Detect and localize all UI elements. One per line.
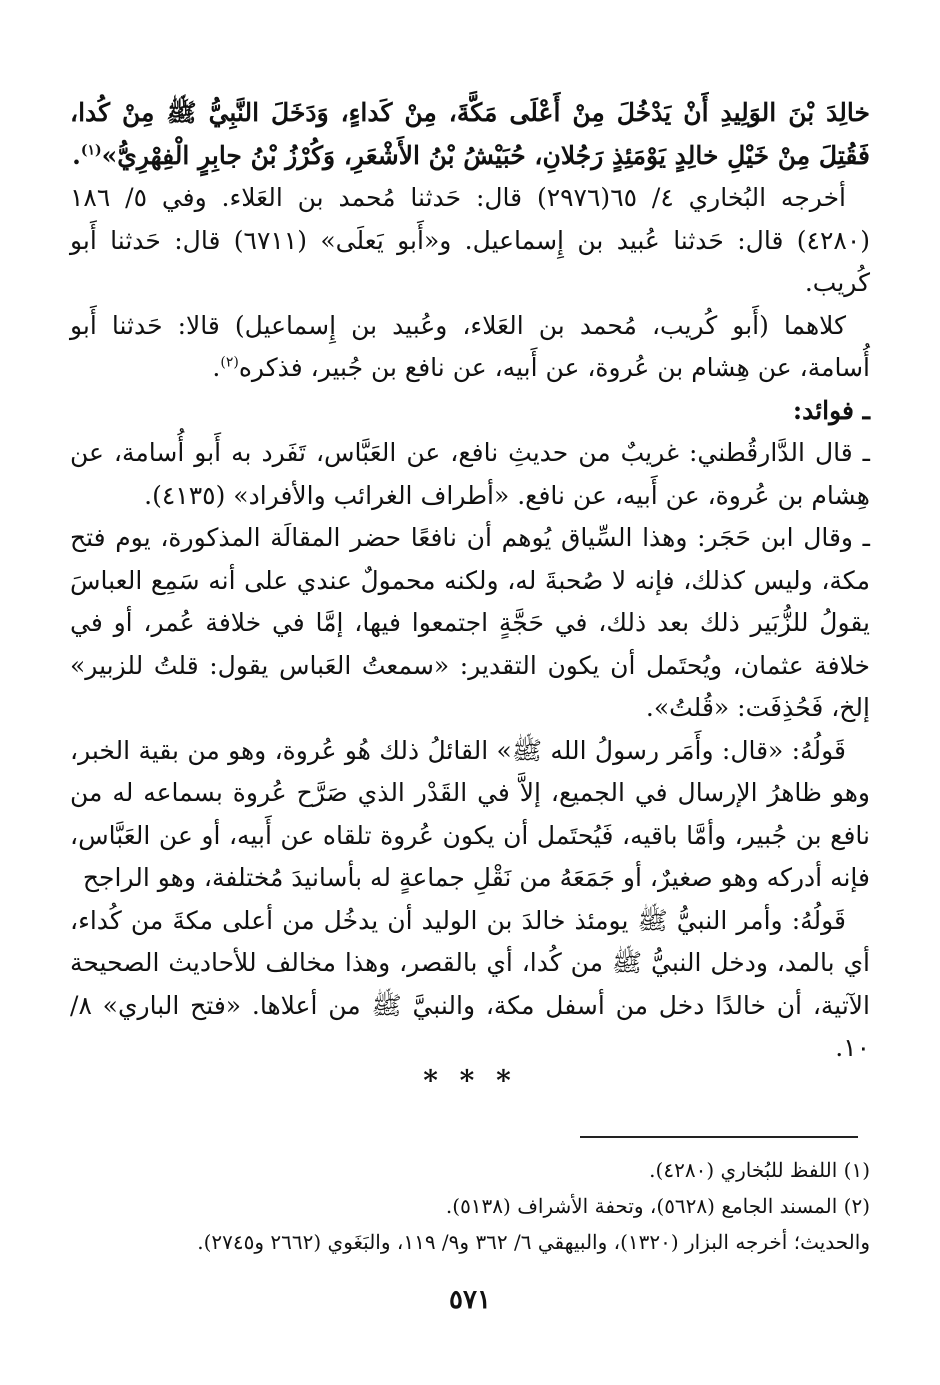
takhrij-paragraph: أخرجه البُخاري ٤/ ٦٥(٢٩٧٦) قال: حَدثنا مُحمد بن العَلاء. وفي ٥/ ١٨٦ (٤٢٨٠) قال: حَدثنا عُبيد بن إِسماعيل. و«أَبو يَعلَى» (٦٧١١) قال: حَدثنا أَبو كُريب. [70, 183, 871, 297]
ibn-hajar-paragraph: ـ وقال ابن حَجَر: وهذا السِّياق يُوهم أن نافعًا حضر المقالَة المذكورة، يوم فتح مكة، وليس كذلك، فإنه لا صُحبةَ له، ولكنه محمولٌ عندي على أنه سَمِع العباسَ يقولُ للزُّبَير ذلك بعد ذلك، في حَجَّةٍ اجتمعوا فيها، إمَّا في خلافة عُمر، أو في خلافة عثمان، ويُحتَمل أن يكون التقدير: «سمعتُ العَباس يقول: قلتُ للزبير» إلخ، فَحُذِفَت: «قُلتُ». [70, 523, 870, 722]
main-text [70, 92, 870, 1070]
commentary-paragraph-1: قَولُهُ: «قال: وأَمَر رسولُ الله ﷺ» القائلُ ذلك هُو عُروة، وهو من بقية الخبر، وهو ظاهرُ الإرسال في الجميع، إلاَّ في القَدْر الذي صَرَّح عُروة بسماعه له من نافع بن جُبير، وأمَّا باقيه، فَيُحتَمل أن يكون عُروة تلقاه عن أَبيه، أو عن العَبَّاس، فإنه أدركه وهو صغيرٌ، أو جَمَعَهُ من نَقْلِ جماعةٍ له بأسانيدَ مُختلفة، وهو الراجح [70, 735, 870, 892]
isnad-text: كلاهما (أَبو كُريب، مُحمد بن العَلاء، وعُبيد بن إِسماعيل) قالا: حَدثنا أَبو أُسامة، عن هِشام بن عُروة، عن أَبيه، عن نافع بن جُبير، فذكره [70, 310, 870, 382]
commentary-paragraph-2: قَولُهُ: وأمر النبيُّ ﷺ يومئذ خالدَ بن الوليد أن يدخُل من أعلى مكةَ من كُداء، أي بالمد، ودخل النبيُّ ﷺ من كُدا، أي بالقصر، وهذا مخالف للأحاديث الصحيحة الآتية، أن خالدًا دخل من أسفل مكة، والنبيَّ ﷺ من أعلاها. «فتح الباري» ٨/ ١٠. [70, 905, 870, 1062]
hadith-text: خالِدَ بْنَ الوَلِيدِ أَنْ يَدْخُلَ مِنْ أَعْلَى مَكَّةَ، مِنْ كَداءٍ، وَدَخَلَ النَّبِيُّ ﷺ مِنْ كُدا، فَقُتِلَ مِنْ خَيْلِ خالِدٍ يَوْمَئِذٍ رَجُلانِ، حُبَيْشُ بْنُ الأَشْعَرِ، وَكُرْزُ بْنُ جابِرٍ الْفِهْرِيُّ»$^{(١)}$. [70, 98, 870, 170]
footnote-rule [580, 1136, 858, 1138]
footnote-1: (١) اللفظ للبُخاري (٤٢٨٠). [649, 1158, 870, 1182]
footnote-ref-1: (١) [80, 142, 102, 159]
fawaid-heading: ـ فوائد: [792, 395, 870, 425]
hadith-line-1: خالِدَ بْنَ الوَلِيدِ أَنْ يَدْخُلَ مِنْ أَعْلَى مَكَّةَ، مِنْ كَداءٍ، وَدَخَلَ النَّبِيُّ ﷺ مِنْ كُدا، فَقُتِلَ [70, 98, 870, 170]
footnote-ref-2: (٢) [220, 354, 239, 371]
daraqutni-paragraph: ـ قال الدَّارقُطني: غريبٌ من حديثِ نافع، عن العَبَّاس، تَفَرد به أَبو أُسامة، عن هِشام بن عُروة، عن أَبيه، عن نافع. «أطراف الغرائب والأفراد» (٤١٣٥). [70, 438, 870, 510]
footnotes [80, 1152, 870, 1260]
footnote-2: (٢) المسند الجامع (٥٦٢٨)، وتحفة الأشراف (٥١٣٨). [445, 1194, 870, 1218]
section-separator: * * * [423, 1064, 517, 1097]
hadith-line-2: مِنْ خَيْلِ خالِدٍ يَوْمَئِذٍ رَجُلانِ، حُبَيْشُ بْنُ الأَشْعَرِ، وَكُرْزُ بْنُ جابِرٍ الْفِهْرِيُّ» [101, 140, 811, 170]
footnote-3: والحديث؛ أخرجه البزار (١٣٢٠)، والبيهقي ٦/ ٣٦٢ و٩/ ١١٩، والبَغَوي (٢٦٦٢ و٢٧٤٥). [197, 1230, 870, 1254]
page-number: ٥٧١ [449, 1285, 491, 1315]
isnad-paragraph: كلاهما (أَبو كُريب، مُحمد بن العَلاء، وعُبيد بن إِسماعيل) قالا: حَدثنا أَبو أُسامة، عن هِشام بن عُروة، عن أَبيه، عن نافع بن جُبير، فذكره$^{(٢)}$. [70, 310, 870, 382]
